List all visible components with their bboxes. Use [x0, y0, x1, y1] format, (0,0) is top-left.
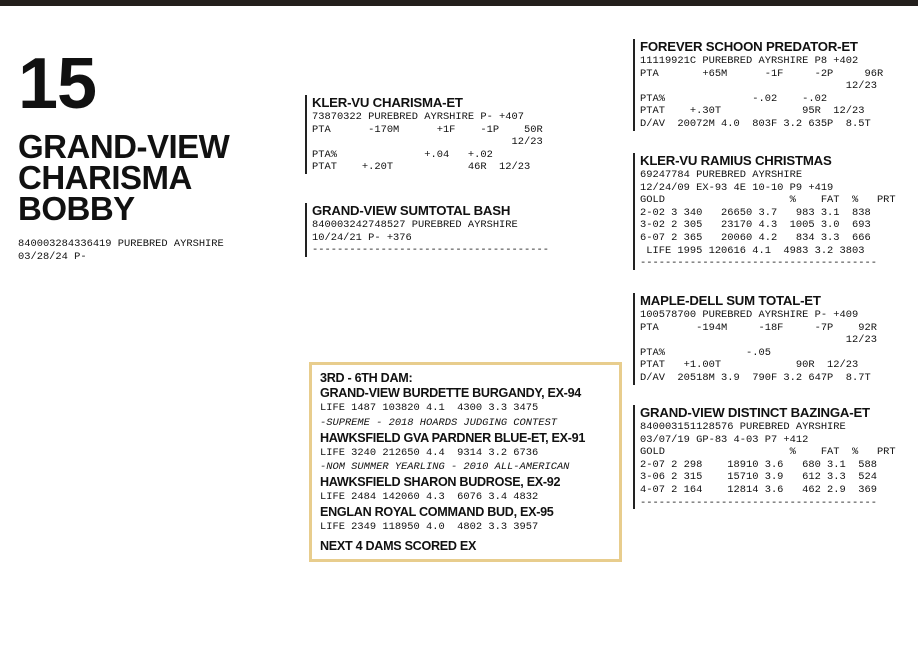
animal-registration [18, 238, 224, 263]
pedigree-line: GOLD % FAT % PRT [640, 446, 896, 459]
pedigree-line: 840003242748527 PUREBRED AYRSHIRE [312, 219, 518, 231]
registration-line: 840003284336419 PUREBRED AYRSHIRE [18, 238, 224, 250]
dam-entry-life: LIFE 3240 212650 4.4 9314 3.2 6736 [320, 446, 539, 459]
divider-line: -------------------------------------- [312, 244, 549, 257]
sire-name: KLER-VU CHARISMA-ET [312, 95, 463, 110]
pedigree-line: PTAT +.20T 46R 12/23 [312, 161, 531, 174]
sire-sire-block [633, 39, 883, 131]
pedigree-line: PTA -170M +1F -1P 50R [312, 123, 543, 136]
pedigree-line: 840003151128576 PUREBRED AYRSHIRE [640, 421, 846, 433]
divider-line: -------------------------------------- [640, 496, 877, 509]
dam-entry-life: LIFE 1487 103820 4.1 4300 3.3 3475 [320, 402, 539, 415]
pedigree-line: 3-06 2 315 15710 3.9 612 3.3 524 [640, 471, 877, 484]
pedigree-line: PTAT +.30T 95R 12/23 [640, 105, 865, 118]
sire-dam-block [633, 153, 896, 270]
pedigree-line: 10/24/21 P- +376 [312, 231, 412, 244]
pedigree-line: PTAT +1.00T 90R 12/23 [640, 359, 859, 372]
dam-entry-name: HAWKSFIELD SHARON BUDROSE, EX-92 [320, 474, 561, 489]
dams-box [309, 362, 622, 562]
animal-name-line: GRAND-VIEW [18, 128, 230, 165]
pedigree-line: PTA -194M -18F -7P 92R [640, 321, 877, 334]
dam-sire-block [633, 293, 877, 385]
dam-entry-note: -SUPREME - 2018 HOARDS JUDGING CONTEST [320, 417, 557, 429]
dam-entry-name: ENGLAN ROYAL COMMAND BUD, EX-95 [320, 504, 554, 519]
pedigree-line: PTA% +.04 +.02 [312, 148, 493, 161]
top-border-bar [0, 0, 918, 6]
pedigree-line: 69247784 PUREBRED AYRSHIRE [640, 169, 803, 181]
dam-name: GRAND-VIEW DISTINCT BAZINGA-ET [640, 405, 870, 420]
pedigree-line: PTA +65M -1F -2P 96R [640, 67, 884, 80]
pedigree-line: GOLD % FAT % PRT [640, 194, 896, 207]
pedigree-line: 2-02 3 340 26650 3.7 983 3.1 838 [640, 206, 871, 219]
dam-entry-name: GRAND-VIEW BURDETTE BURGANDY, EX-94 [320, 386, 581, 401]
dam-entry-life: LIFE 2484 142060 4.3 6076 3.4 4832 [320, 491, 539, 504]
pedigree-line: 03/07/19 GP-83 4-03 P7 +412 [640, 433, 809, 446]
dam-block [633, 405, 896, 509]
animal-name [18, 128, 230, 227]
maternal-grandsire-block [305, 203, 549, 257]
sire-dam-name: KLER-VU RAMIUS CHRISTMAS [640, 153, 832, 168]
pedigree-line: 11119921C PUREBRED AYRSHIRE P8 +402 [640, 55, 859, 67]
pedigree-line: 12/23 [640, 80, 877, 93]
pedigree-line: PTA% -.05 [640, 346, 771, 359]
dam-sire-name: MAPLE-DELL SUM TOTAL-ET [640, 293, 821, 308]
maternal-grandsire-name: GRAND-VIEW SUMTOTAL BASH [312, 203, 511, 218]
pedigree-line: D/AV 20072M 4.0 803F 3.2 635P 8.5T [640, 117, 871, 130]
birth-line: 03/28/24 P- [18, 250, 87, 263]
pedigree-line: 100578700 PUREBRED AYRSHIRE P- +409 [640, 309, 859, 321]
animal-name-line: CHARISMA [18, 159, 192, 196]
pedigree-line: 12/24/09 EX-93 4E 10-10 P9 +419 [640, 181, 834, 194]
pedigree-line: D/AV 20518M 3.9 790F 3.2 647P 8.7T [640, 371, 871, 384]
pedigree-line: 12/23 [312, 136, 543, 149]
pedigree-line: 4-07 2 164 12814 3.6 462 2.9 369 [640, 483, 877, 496]
dams-box-heading: 3RD - 6TH DAM: [320, 371, 413, 385]
pedigree-line: 12/23 [640, 334, 877, 347]
pedigree-line: PTA% -.02 -.02 [640, 92, 828, 105]
pedigree-line: 2-07 2 298 18910 3.6 680 3.1 588 [640, 458, 877, 471]
lot-number: 15 [18, 44, 97, 124]
pedigree-line: 3-02 2 305 23170 4.3 1005 3.0 693 [640, 219, 871, 232]
divider-line: -------------------------------------- [640, 257, 877, 270]
pedigree-line: LIFE 1995 120616 4.1 4983 3.2 3803 [640, 244, 865, 257]
pedigree-line: 73870322 PUREBRED AYRSHIRE P- +407 [312, 111, 525, 123]
pedigree-line: 6-07 2 365 20060 4.2 834 3.3 666 [640, 231, 871, 244]
animal-name-line: BOBBY [18, 190, 135, 227]
sire-sire-name: FOREVER SCHOON PREDATOR-ET [640, 39, 858, 54]
dam-entry-life: LIFE 2349 118950 4.0 4802 3.3 3957 [320, 520, 539, 533]
sire-block [305, 95, 543, 174]
dam-entry-note: -NOM SUMMER YEARLING - 2010 ALL-AMERICAN [320, 461, 570, 474]
dams-box-footer: NEXT 4 DAMS SCORED EX [320, 538, 477, 553]
dam-entry-name: HAWKSFIELD GVA PARDNER BLUE-ET, EX-91 [320, 430, 586, 445]
